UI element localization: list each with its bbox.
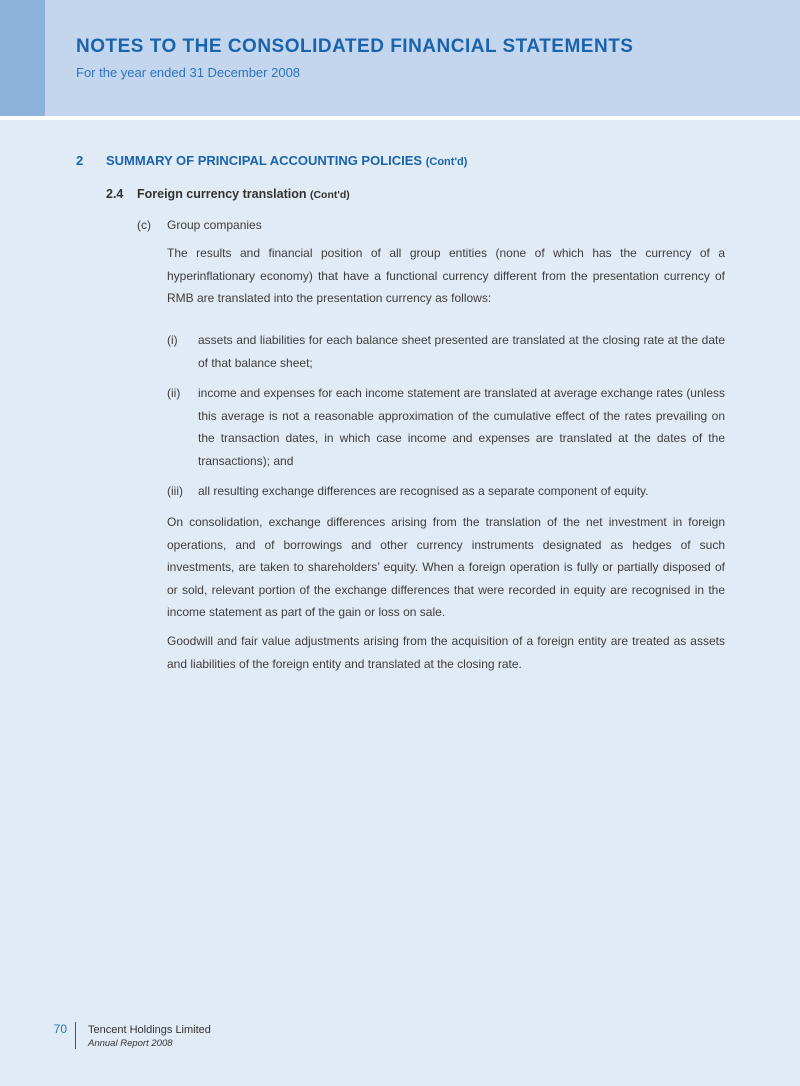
paragraph-text: On consolidation, exchange differences arising from the translation of the net investment in foreign operations, and of borrowings and other currency instruments designated as hedges of such investments, are taken to shareholders’ equity. When a foreign operation is fully or partially disposed of or sold, relevant portion of the exchange differences that were recorded in equity are recognised in the income statement as part of the gain or loss on sale.	[167, 515, 725, 619]
list-item	[167, 480, 725, 503]
list-item	[167, 329, 725, 374]
section-title: SUMMARY OF PRINCIPAL ACCOUNTING POLICIES	[106, 153, 423, 168]
paragraph-text: Goodwill and fair value adjustments arising from the acquisition of a foreign entity are treated as assets and liabilities of the foreign entity and translated at the closing rate.	[167, 634, 725, 671]
page-title: NOTES TO THE CONSOLIDATED FINANCIAL STATEMENTS	[76, 36, 634, 57]
item-title: Group companies	[167, 218, 262, 232]
footer-divider	[75, 1022, 76, 1049]
section-contd: (Cont'd)	[425, 156, 468, 168]
header-accent-tab	[0, 0, 45, 116]
translation-list	[167, 329, 725, 511]
subsection-title: Foreign currency translation	[137, 187, 307, 201]
list-item-text: income and expenses for each income statement are translated at average exchange rates (unless this average is not a reasonable approximation of the cumulative effect of the rates prevailing on the transaction dates, in which case income and expenses are translated at the dates of the transactions); and	[198, 386, 725, 468]
section-number: 2	[76, 153, 84, 168]
item-label: (c)	[137, 218, 151, 232]
page-header-band	[0, 0, 800, 116]
page-subtitle: For the year ended 31 December 2008	[76, 65, 301, 80]
page-number: 70	[53, 1022, 67, 1036]
list-item-text: all resulting exchange differences are recognised as a separate component of equity.	[198, 484, 649, 498]
subsection-heading	[106, 187, 350, 201]
subsection-number: 2.4	[106, 187, 124, 201]
list-item-text: assets and liabilities for each balance sheet presented are translated at the closing rate at the date of that balance sheet;	[198, 333, 725, 370]
paragraph-goodwill	[167, 630, 725, 675]
paragraph-text: The results and financial position of all group entities (none of which has the currency of a hyperinflationary economy) that have a functional currency different from the presentation currency of RMB are translated into the presentation currency as follows:	[167, 246, 725, 305]
subsection-contd: (Cont'd)	[309, 189, 350, 201]
list-item-marker: (i)	[167, 333, 178, 347]
header-divider	[0, 116, 800, 120]
paragraph-consolidation	[167, 511, 725, 624]
list-item	[167, 382, 725, 472]
section-heading	[76, 153, 467, 168]
footer-company-name: Tencent Holdings Limited	[88, 1024, 211, 1036]
footer-report-name: Annual Report 2008	[88, 1038, 173, 1049]
list-item-marker: (ii)	[167, 386, 181, 400]
list-item-marker: (iii)	[167, 484, 183, 498]
item-heading	[137, 218, 262, 232]
paragraph-intro	[167, 242, 725, 310]
